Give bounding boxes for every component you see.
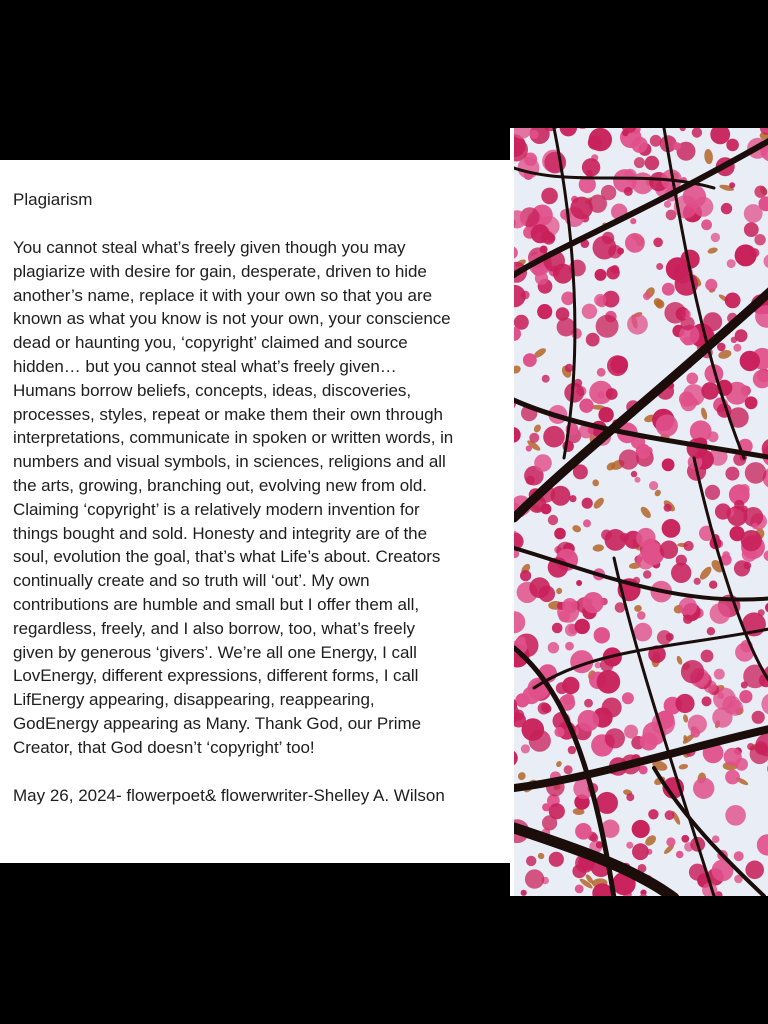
blossom — [680, 395, 696, 411]
blossom — [702, 696, 712, 706]
blossom — [605, 529, 627, 551]
blossom — [624, 725, 638, 739]
poem-line: another’s name, replace it with your own so that you are — [13, 285, 432, 305]
blossom — [694, 578, 701, 585]
blossom — [551, 486, 571, 506]
blossom — [649, 481, 658, 490]
blossom — [722, 551, 730, 559]
poem-title: Plagiarism — [13, 190, 93, 209]
blossom — [730, 526, 745, 541]
blossom — [666, 837, 675, 846]
blossom — [568, 746, 576, 754]
blossom — [542, 375, 550, 383]
blossom — [605, 728, 625, 748]
blossom — [549, 852, 564, 867]
blossom — [526, 476, 535, 485]
blossom — [606, 388, 618, 400]
blossom — [598, 407, 613, 422]
blossom — [664, 302, 686, 324]
poem-line: plagiarize with desire for gain, desperate, driven to hide — [13, 261, 427, 281]
blossom — [683, 614, 693, 624]
blossom — [681, 835, 689, 843]
blossom — [634, 623, 653, 642]
blossom — [752, 711, 765, 724]
blossom — [703, 312, 722, 331]
blossom — [624, 187, 633, 196]
cherry-blossom-illustration — [514, 128, 768, 896]
blossom — [578, 710, 600, 732]
blossom — [579, 399, 593, 413]
blossom — [662, 458, 675, 471]
blossom — [666, 633, 674, 641]
blossom — [575, 619, 590, 634]
blossom — [653, 238, 663, 248]
blossom — [679, 597, 697, 615]
blossom — [600, 658, 614, 672]
blossom — [565, 364, 573, 372]
blossom — [701, 650, 714, 663]
blossom — [526, 445, 532, 451]
blossom — [534, 454, 552, 472]
blossom — [526, 856, 536, 866]
blossom — [611, 265, 620, 274]
blossom — [712, 835, 720, 843]
poem-line: You cannot steal what’s freely given though you may — [13, 238, 406, 257]
blossom — [520, 570, 531, 581]
poem-line: given by generous ‘givers’. We’re all one Energy, I call — [13, 642, 417, 662]
blossom — [557, 318, 576, 337]
blossom — [734, 500, 744, 510]
blossom — [622, 692, 634, 704]
blossom — [686, 373, 698, 385]
blossom — [707, 627, 715, 635]
blossom — [626, 842, 633, 849]
blossom — [725, 293, 741, 309]
blossom — [727, 259, 736, 268]
blossom — [705, 485, 720, 500]
blossom — [594, 627, 610, 643]
blossom — [554, 528, 566, 540]
blossom — [518, 157, 540, 179]
blossom — [624, 169, 637, 182]
blossom — [729, 182, 735, 188]
blossom — [625, 233, 645, 253]
poem-panel — [0, 160, 511, 863]
blossom — [714, 669, 725, 680]
blossom — [588, 136, 602, 150]
blossom — [564, 765, 573, 774]
poem-line: LovEnergy, different expressions, different forms, I call — [13, 666, 419, 686]
blossom — [590, 834, 598, 842]
blossom — [631, 471, 637, 477]
blossom — [754, 186, 766, 198]
blossom — [637, 551, 655, 569]
blossom — [576, 580, 582, 586]
blossom — [745, 462, 767, 484]
poem-line: Claiming ‘copyright’ is a relatively modern invention for — [13, 499, 420, 519]
blossom — [745, 861, 764, 880]
blossom — [643, 570, 651, 578]
blossom — [754, 234, 765, 245]
blossom — [709, 581, 717, 589]
blossom — [525, 869, 544, 888]
blossom — [717, 343, 726, 352]
blossom — [565, 642, 574, 651]
blossom — [734, 560, 750, 576]
blossom — [582, 498, 593, 509]
blossom — [724, 748, 742, 766]
blossom — [701, 382, 719, 400]
poem-signature: May 26, 2024- flowerpoet& flowerwriter-Shelley A. Wilson — [13, 785, 445, 805]
blossom — [556, 682, 568, 694]
blossom — [681, 660, 704, 683]
blossom — [626, 793, 634, 801]
poem-line: GodEnergy appearing as Many. Thank God, our Prime — [13, 713, 421, 733]
poem-line: interpretations, communicate in spoken or written words, in — [13, 428, 454, 448]
blossom — [575, 885, 584, 894]
blossom — [734, 851, 744, 861]
blossom — [634, 157, 645, 168]
blossom — [529, 433, 539, 443]
blossom — [575, 823, 592, 840]
poem-line: soul, evolution the goal, that’s what Life’s about. Creators — [13, 547, 441, 567]
blossom — [675, 694, 694, 713]
blossom — [711, 233, 720, 242]
blossom — [640, 733, 658, 751]
blossom — [725, 805, 746, 826]
blossom — [523, 353, 537, 367]
blossom — [583, 519, 591, 527]
blossom — [594, 294, 606, 306]
blossom — [597, 368, 606, 377]
blossom — [740, 351, 760, 371]
blossom — [648, 809, 658, 819]
blossom — [744, 222, 759, 237]
blossom — [701, 219, 712, 230]
blossom — [595, 269, 607, 281]
poem-line: known as what you know is not your own, your conscience — [13, 309, 451, 329]
blossom — [632, 843, 649, 860]
poem-line: LifEnergy appearing, disappearing, reappearing, — [13, 690, 375, 710]
blossom — [664, 504, 672, 512]
blossom — [721, 203, 732, 214]
cherry-blossom-photo — [514, 128, 768, 896]
blossom — [596, 315, 619, 338]
blossom — [617, 248, 624, 255]
blossom — [739, 690, 752, 703]
blossom — [725, 467, 739, 481]
poem-line: the arts, growing, branching out, evolving new from old. — [13, 475, 427, 495]
blossom — [660, 541, 678, 559]
blossom — [691, 728, 701, 738]
blossom — [554, 727, 564, 737]
blossom — [597, 670, 621, 694]
blossom — [715, 503, 731, 519]
poem-line: continually create and so truth will ‘out’. My own — [13, 571, 370, 591]
poem-line: numbers and visual symbols, in sciences, religions and all — [13, 452, 446, 472]
blossom — [673, 142, 681, 150]
blossom — [619, 449, 639, 469]
blossom — [662, 283, 675, 296]
blossom — [676, 555, 687, 566]
blossom — [708, 431, 719, 442]
blossom — [733, 344, 741, 352]
blossom — [718, 693, 725, 700]
poem-line: Humans borrow beliefs, concepts, ideas, discoveries, — [13, 380, 412, 400]
poem-line: processes, styles, repeat or make them their own through — [13, 404, 443, 424]
blossom — [523, 686, 541, 704]
blossom — [645, 156, 659, 170]
blossom — [572, 864, 586, 878]
blossom — [610, 356, 628, 374]
blossom — [726, 139, 739, 152]
blossom — [521, 744, 530, 753]
blossom — [676, 851, 684, 859]
blossom — [541, 703, 550, 712]
poem-line: contributions are humble and small but I offer them all, — [13, 594, 420, 614]
blossom — [570, 197, 593, 220]
blossom — [548, 515, 558, 525]
blossom — [582, 304, 597, 319]
poem-line: regardless, freely, and I also borrow, too, what’s freely — [13, 618, 415, 638]
blossom — [725, 770, 740, 785]
blossom — [529, 577, 550, 598]
blossom — [745, 396, 758, 409]
blossom — [630, 218, 636, 224]
blossom — [541, 188, 558, 205]
blossom — [684, 541, 694, 551]
blossom — [548, 642, 559, 653]
blossom — [643, 292, 651, 300]
blossom — [542, 815, 557, 830]
blossom — [656, 414, 678, 436]
blossom — [752, 523, 758, 529]
blossom — [635, 477, 641, 483]
blossom — [712, 707, 732, 727]
poem-line: Creator, that God doesn’t ‘copyright’ too! — [13, 737, 315, 757]
blossom — [664, 201, 671, 208]
blossom — [627, 314, 648, 335]
blossom — [537, 304, 552, 319]
blossom — [552, 623, 563, 634]
blossom — [636, 528, 656, 548]
blossom — [637, 611, 646, 620]
blossom — [656, 263, 663, 270]
poem-line: things bought and sold. Honesty and integrity are of the — [13, 523, 427, 543]
blossom — [582, 158, 600, 176]
blossom — [559, 611, 571, 623]
blossom — [735, 244, 757, 266]
blossom — [632, 820, 650, 838]
blossom — [543, 426, 565, 448]
poem-line: hidden… but you cannot steal what’s freely given… — [13, 356, 397, 376]
poem-body — [13, 236, 503, 760]
blossom — [586, 333, 600, 347]
poem-line: dead or haunting you, ‘copyright’ claimed and source — [13, 333, 408, 353]
blossom — [665, 810, 675, 820]
blossom — [705, 279, 717, 291]
blossom — [710, 603, 731, 624]
blossom — [693, 778, 714, 799]
blossom — [662, 519, 681, 538]
blossom — [583, 592, 604, 613]
blossom — [584, 699, 593, 708]
blossom — [521, 890, 527, 896]
blossom — [735, 329, 748, 342]
blossom — [541, 231, 554, 244]
